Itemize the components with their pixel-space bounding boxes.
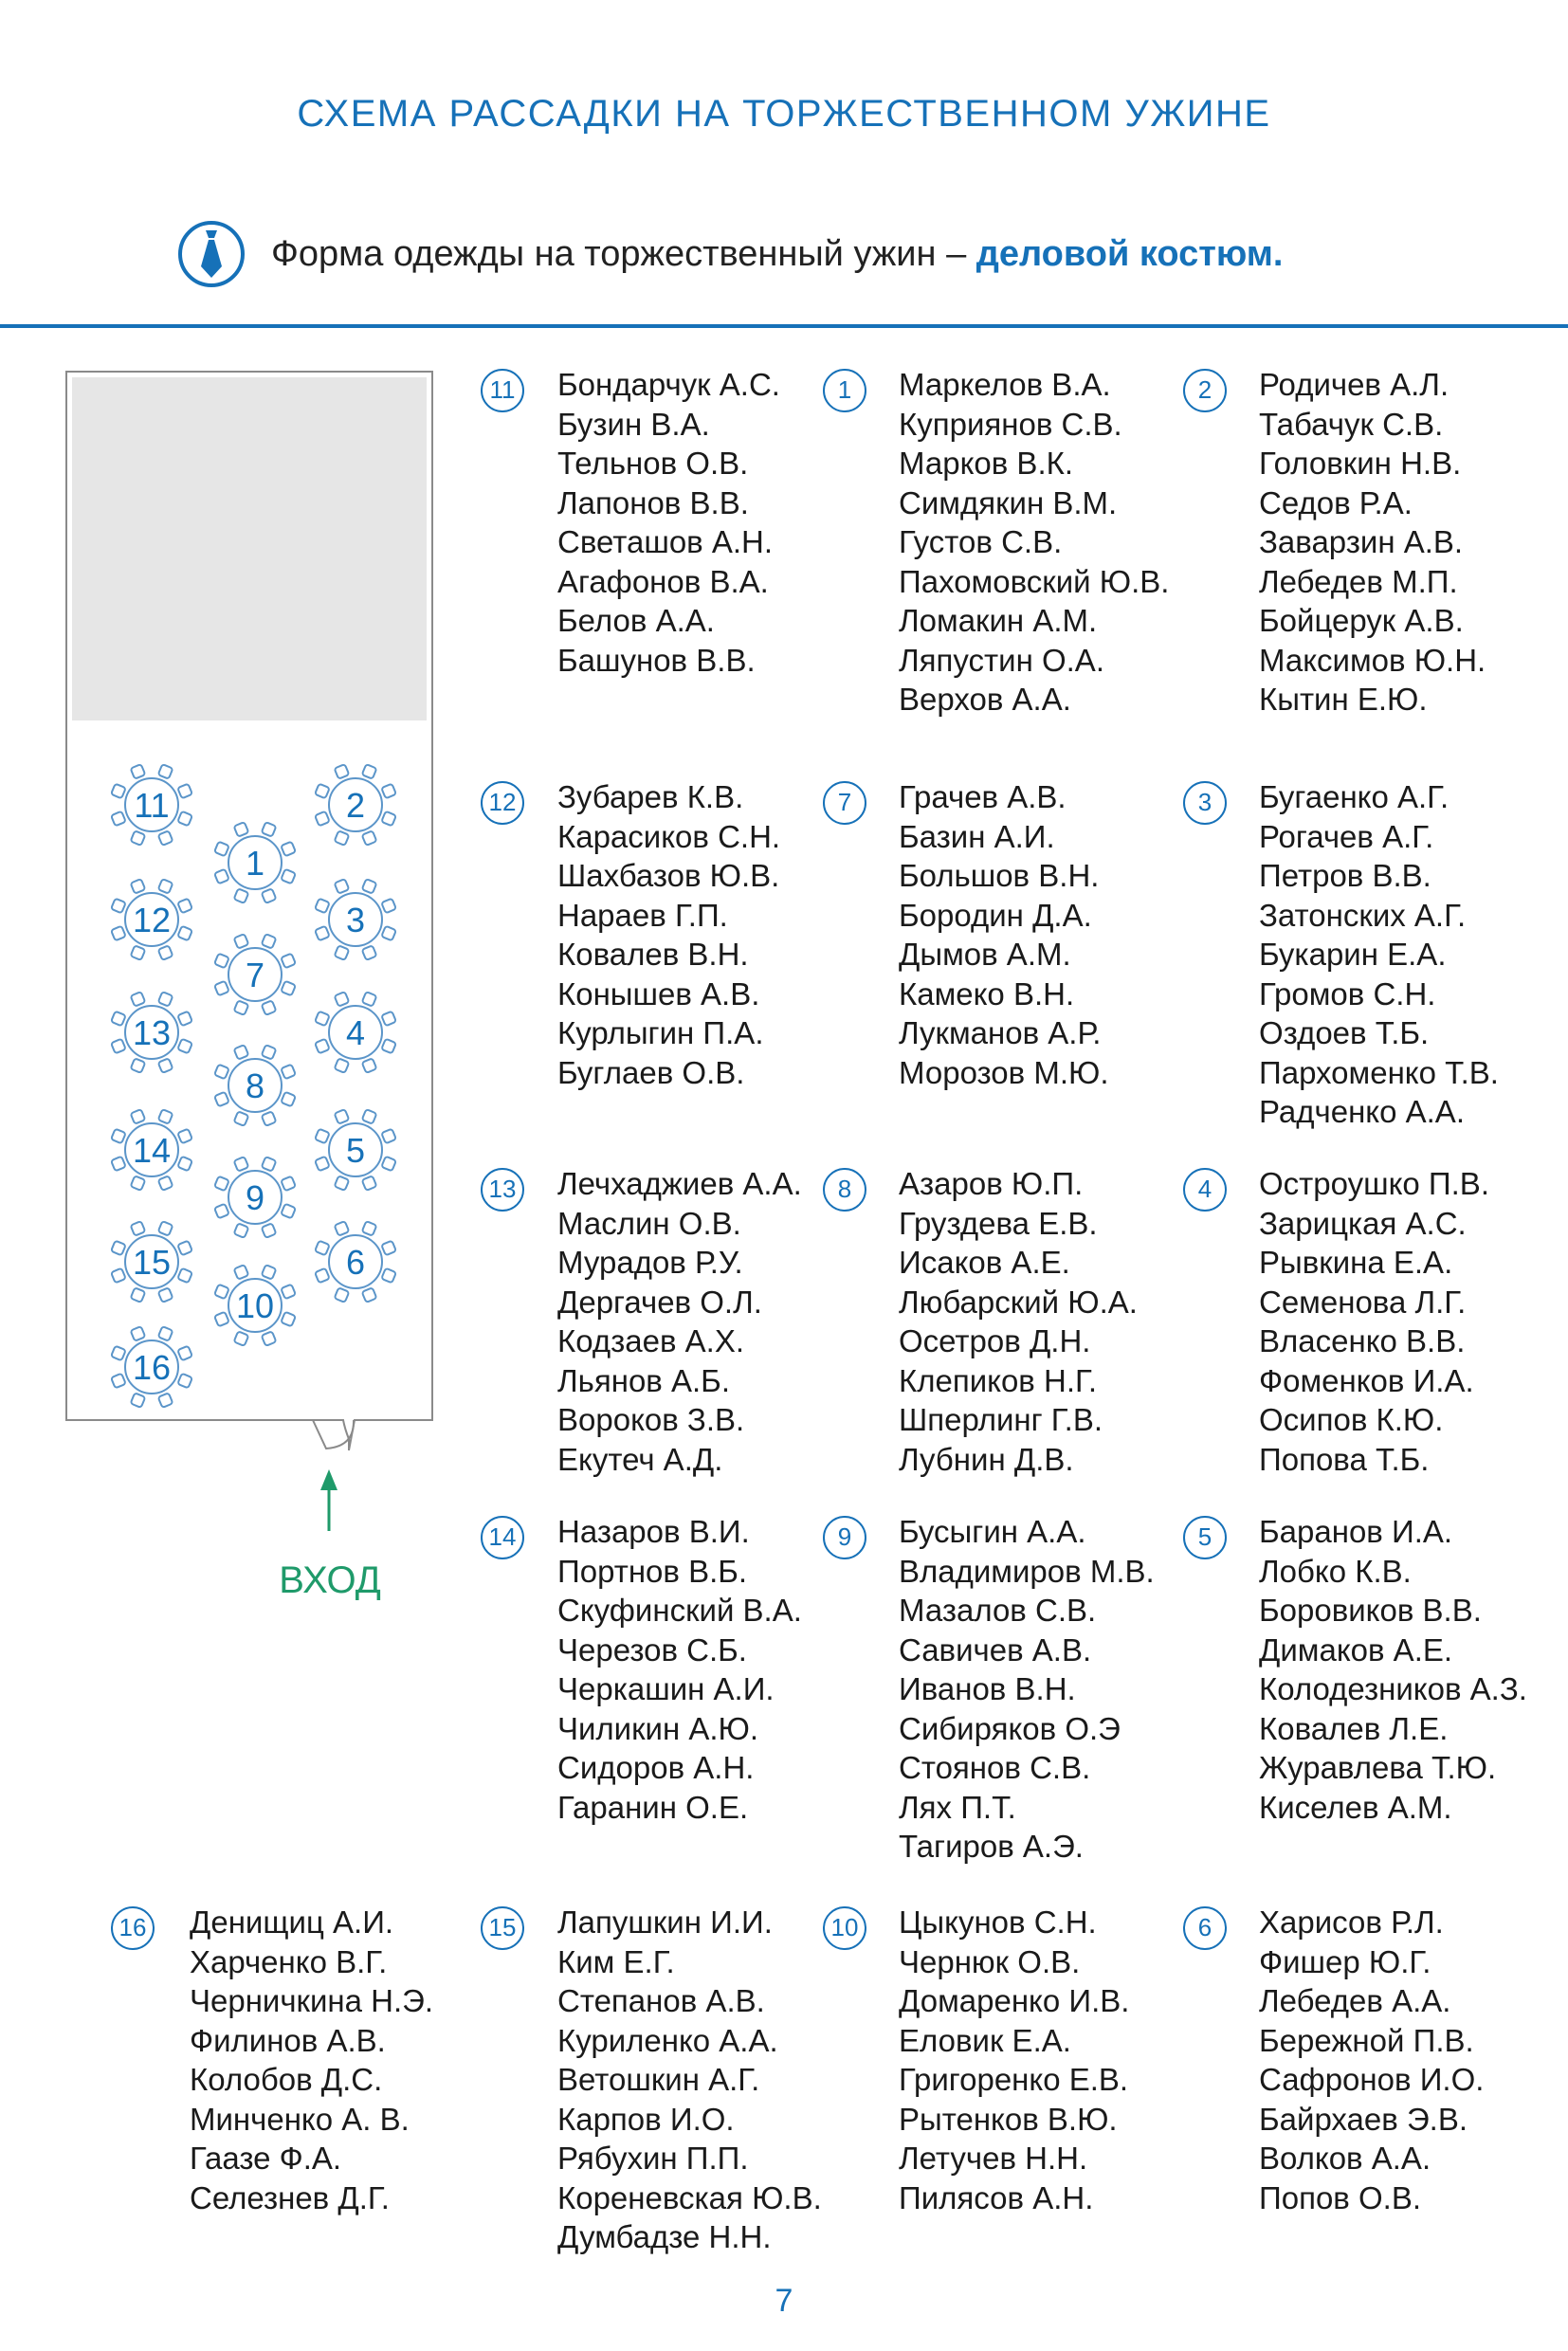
guest-name: Пахомовский Ю.В.	[899, 563, 1170, 599]
guest-name: Зарицкая А.С.	[1259, 1205, 1467, 1241]
guest-name: Черничкина Н.Э.	[190, 1983, 434, 2018]
table-number: 8	[245, 1066, 265, 1105]
hall-plan	[64, 370, 444, 1626]
guest-list-table-16	[190, 1903, 433, 2217]
table-badge-14: 14	[481, 1516, 524, 1559]
guest-name: Денищиц А.И.	[190, 1904, 394, 1940]
guest-name: Дергачев О.Л.	[557, 1284, 762, 1320]
guest-list-table-15	[557, 1903, 822, 2257]
guest-name: Думбадзе Н.Н.	[557, 2219, 772, 2254]
guest-name: Лубнин Д.В.	[899, 1441, 1074, 1477]
guest-name: Рытенков В.Ю.	[899, 2101, 1118, 2137]
guest-name: Ковалев В.Н.	[557, 937, 749, 972]
guest-list-table-5	[1259, 1512, 1527, 1827]
table-number: 13	[132, 1013, 172, 1052]
dress-code-text	[271, 234, 1283, 275]
guest-name: Любарский Ю.А.	[899, 1284, 1138, 1320]
table-number: 14	[132, 1131, 172, 1170]
guest-name: Рябухин П.П.	[557, 2141, 749, 2176]
guest-name: Лапушкин И.И.	[557, 1904, 773, 1940]
guest-name: Еловик Е.А.	[899, 2022, 1071, 2058]
guest-name: Пилясов А.Н.	[899, 2179, 1094, 2215]
guest-name: Остроушко П.В.	[1259, 1166, 1489, 1201]
guest-name: Фоменков И.А.	[1259, 1362, 1474, 1398]
guest-name: Журавлева Т.Ю.	[1259, 1750, 1497, 1785]
guest-name: Заварзин А.В.	[1259, 524, 1464, 559]
guest-name: Иванов В.Н.	[899, 1671, 1076, 1706]
guest-list-table-3	[1259, 777, 1499, 1132]
table-badge-4: 4	[1183, 1168, 1227, 1212]
guest-name: Екутеч А.Д.	[557, 1441, 723, 1477]
guest-list-table-2	[1259, 365, 1486, 720]
table-badge-13: 13	[481, 1168, 524, 1212]
guest-name: Киселев А.М.	[1259, 1789, 1452, 1825]
guest-name: Волков А.А.	[1259, 2141, 1431, 2176]
guest-list-table-11	[557, 365, 780, 680]
table-number: 12	[132, 901, 172, 939]
guest-name: Грачев А.В.	[899, 779, 1067, 814]
guest-name: Фишер Ю.Г.	[1259, 1943, 1431, 1979]
guest-name: Бородин Д.А.	[899, 897, 1092, 933]
table-badge-10: 10	[823, 1906, 866, 1950]
guest-name: Маслин О.В.	[557, 1205, 741, 1241]
guest-name: Нараев Г.П.	[557, 897, 728, 933]
guest-name: Мурадов Р.У.	[557, 1245, 743, 1280]
guest-name: Бугаенко А.Г.	[1259, 779, 1449, 814]
guest-name: Тагиров А.Э.	[899, 1829, 1084, 1864]
table-number: 11	[134, 786, 170, 825]
guest-name: Кореневская Ю.В.	[557, 2179, 822, 2215]
table-badge-3: 3	[1183, 781, 1227, 825]
guest-name: Лебедев А.А.	[1259, 1983, 1451, 2018]
guest-name: Кытин Е.Ю.	[1259, 682, 1428, 717]
guest-name: Назаров В.И.	[557, 1514, 750, 1549]
guest-name: Ковалев Л.Е.	[1259, 1710, 1449, 1746]
guest-name: Цыкунов С.Н.	[899, 1904, 1097, 1940]
table-badge-5: 5	[1183, 1516, 1227, 1559]
guest-name: Дымов А.М.	[899, 937, 1071, 972]
guest-name: Клепиков Н.Г.	[899, 1362, 1098, 1398]
guest-name: Ломакин А.М.	[899, 603, 1098, 638]
guest-name: Колодезников А.З.	[1259, 1671, 1527, 1706]
guest-name: Сибиряков О.Э	[899, 1710, 1121, 1746]
guest-name: Густов С.В.	[899, 524, 1063, 559]
guest-name: Попов О.В.	[1259, 2179, 1422, 2215]
table-badge-12: 12	[481, 781, 524, 825]
guest-name: Черезов С.Б.	[557, 1631, 747, 1668]
guest-name: Карпов И.О.	[557, 2101, 735, 2137]
guest-name: Седов Р.А.	[1259, 484, 1413, 520]
guest-name: Сафронов И.О.	[1259, 2062, 1485, 2097]
guest-name: Лях П.Т.	[899, 1789, 1016, 1825]
guest-name: Степанов А.В.	[557, 1983, 765, 2018]
guest-name: Попова Т.Б.	[1259, 1441, 1430, 1477]
guest-name: Исаков А.Е.	[899, 1245, 1070, 1280]
guest-name: Куриленко А.А.	[557, 2022, 778, 2058]
guest-name: Камеко В.Н.	[899, 975, 1075, 1011]
guest-name: Власенко В.В.	[1259, 1323, 1466, 1358]
guest-name: Морозов М.Ю.	[899, 1054, 1109, 1090]
table-badge-15: 15	[481, 1906, 524, 1950]
guest-name: Филинов А.В.	[190, 2022, 386, 2058]
table-number: 6	[345, 1243, 366, 1282]
dress-code-label: Форма одежды на торжественный ужин –	[271, 233, 967, 274]
guest-name: Домаренко И.В.	[899, 1983, 1130, 2018]
guest-name: Харченко В.Г.	[190, 1943, 388, 1979]
guest-name: Букарин Е.А.	[1259, 937, 1447, 972]
guest-name: Ким Е.Г.	[557, 1943, 675, 1979]
guest-name: Григоренко Е.В.	[899, 2062, 1129, 2097]
guest-name: Осетров Д.Н.	[899, 1323, 1091, 1358]
table-badge-2: 2	[1183, 369, 1227, 412]
guest-name: Боровиков В.В.	[1259, 1593, 1482, 1628]
guest-name: Шперлинг Г.В.	[899, 1402, 1103, 1437]
guest-name: Лечхаджиев А.А.	[557, 1166, 802, 1201]
guest-name: Рогачев А.Г.	[1259, 818, 1434, 854]
guest-name: Байрхаев Э.В.	[1259, 2101, 1468, 2137]
table-badge-7: 7	[823, 781, 866, 825]
guest-list-table-10	[899, 1903, 1129, 2217]
guest-name: Чиликин А.Ю.	[557, 1710, 759, 1746]
guest-list-table-7	[899, 777, 1109, 1092]
guest-list-table-6	[1259, 1903, 1484, 2217]
guest-name: Мазалов С.В.	[899, 1593, 1097, 1628]
guest-name: Стоянов С.В.	[899, 1750, 1091, 1785]
table-number: 10	[235, 1286, 275, 1325]
guest-name: Оздоев Т.Б.	[1259, 1015, 1430, 1050]
table-number: 1	[245, 844, 265, 883]
guest-name: Семенова Л.Г.	[1259, 1284, 1467, 1320]
guest-name: Верхов А.А.	[899, 682, 1071, 717]
table-number: 2	[345, 786, 366, 825]
guest-name: Гаазе Ф.А.	[190, 2141, 342, 2176]
guest-name: Курлыгин П.А.	[557, 1015, 764, 1050]
page-number: 7	[775, 2283, 793, 2319]
guest-name: Бусыгин А.А.	[899, 1514, 1086, 1549]
table-number: 4	[345, 1013, 366, 1052]
guest-name: Куприянов С.В.	[899, 406, 1122, 442]
guest-list-table-12	[557, 777, 780, 1092]
guest-list-table-4	[1259, 1164, 1489, 1479]
guest-name: Минченко А. В.	[190, 2101, 410, 2137]
hall-plan-svg	[64, 370, 444, 1621]
table-badge-8: 8	[823, 1168, 866, 1212]
guest-name: Агафонов В.А.	[557, 563, 769, 599]
table-badge-16: 16	[111, 1906, 155, 1950]
guest-name: Марков В.К.	[899, 446, 1073, 481]
guest-list-table-13	[557, 1164, 802, 1479]
table-number: 15	[132, 1243, 172, 1282]
guest-name: Радченко А.А.	[1259, 1094, 1465, 1129]
guest-name: Кодзаев А.Х.	[557, 1323, 745, 1358]
guest-name: Буглаев О.В.	[557, 1054, 745, 1090]
guest-list-table-8	[899, 1164, 1138, 1479]
guest-name: Громов С.Н.	[1259, 975, 1436, 1011]
guest-list-table-9	[899, 1512, 1155, 1867]
guest-name: Лапонов В.В.	[557, 484, 749, 520]
entrance-arrow	[320, 1469, 337, 1531]
guest-name: Чернюк О.В.	[899, 1943, 1081, 1979]
guest-name: Азаров Ю.П.	[899, 1166, 1084, 1201]
guest-name: Головкин Н.В.	[1259, 446, 1462, 481]
guest-name: Льянов А.Б.	[557, 1362, 730, 1398]
guest-name: Табачук С.В.	[1259, 406, 1444, 442]
guest-name: Рывкина Е.А.	[1259, 1245, 1453, 1280]
header-divider	[0, 324, 1568, 328]
table-badge-9: 9	[823, 1516, 866, 1559]
table-number: 7	[245, 956, 265, 994]
guest-name: Пархоменко Т.В.	[1259, 1054, 1499, 1090]
dress-code	[178, 226, 1283, 282]
guest-name: Большов В.Н.	[899, 858, 1100, 893]
page-title: СХЕМА РАССАДКИ НА ТОРЖЕСТВЕННОМ УЖИНЕ	[297, 93, 1271, 135]
guest-name: Вороков З.В.	[557, 1402, 745, 1437]
guest-name: Карасиков С.Н.	[557, 818, 781, 854]
guest-name: Максимов Ю.Н.	[1259, 642, 1486, 678]
guest-name: Сидоров А.Н.	[557, 1750, 755, 1785]
guest-name: Петров В.В.	[1259, 858, 1431, 893]
guest-name: Летучев Н.Н.	[899, 2141, 1088, 2176]
guest-name: Савичев А.В.	[899, 1631, 1092, 1668]
table-badge-1: 1	[823, 369, 866, 412]
table-badge-6: 6	[1183, 1906, 1227, 1950]
guest-name: Шахбазов Ю.В.	[557, 858, 780, 893]
guest-name: Владимиров М.В.	[899, 1553, 1155, 1589]
guest-name: Башунов В.В.	[557, 642, 756, 678]
guest-name: Конышев А.В.	[557, 975, 760, 1011]
guest-name: Тельнов О.В.	[557, 446, 749, 481]
guest-name: Бережной П.В.	[1259, 2022, 1474, 2058]
guest-name: Симдякин В.М.	[899, 484, 1118, 520]
guest-name: Маркелов В.А.	[899, 367, 1111, 402]
guest-name: Родичев А.Л.	[1259, 367, 1449, 402]
guest-name: Базин А.И.	[899, 818, 1055, 854]
guest-name: Портнов В.Б.	[557, 1553, 748, 1589]
table-number: 16	[132, 1348, 172, 1387]
guest-name: Груздева Е.В.	[899, 1205, 1098, 1241]
guest-name: Колобов Д.С.	[190, 2062, 383, 2097]
dress-code-value: деловой костюм.	[975, 233, 1284, 274]
guest-name: Белов А.А.	[557, 603, 715, 638]
guest-name: Черкашин А.И.	[557, 1671, 775, 1706]
guest-name: Светашов А.Н.	[557, 524, 774, 559]
entrance-label: ВХОД	[279, 1559, 381, 1601]
guest-name: Бондарчук А.С.	[557, 367, 780, 402]
guest-name: Селезнев Д.Г.	[190, 2179, 390, 2215]
guest-name: Харисов Р.Л.	[1259, 1904, 1444, 1940]
stage-area	[72, 377, 427, 720]
guest-list-table-14	[557, 1512, 802, 1827]
guest-name: Ветошкин А.Г.	[557, 2062, 760, 2097]
guest-name: Лебедев М.П.	[1259, 563, 1458, 599]
guest-name: Бойцерук А.В.	[1259, 603, 1464, 638]
guest-name: Скуфинский В.А.	[557, 1593, 802, 1628]
guest-name: Гаранин О.Е.	[557, 1789, 749, 1825]
table-number: 9	[245, 1178, 265, 1217]
guest-name: Бузин В.А.	[557, 406, 710, 442]
guest-list-table-1	[899, 365, 1169, 720]
guest-name: Зубарев К.В.	[557, 779, 744, 814]
guest-name: Лобко К.В.	[1259, 1553, 1412, 1589]
guest-name: Затонских А.Г.	[1259, 897, 1467, 933]
guest-name: Баранов И.А.	[1259, 1514, 1453, 1549]
table-badge-11: 11	[481, 369, 524, 412]
guest-name: Ляпустин О.А.	[899, 642, 1104, 678]
guest-name: Осипов К.Ю.	[1259, 1402, 1444, 1437]
table-number: 3	[345, 901, 366, 939]
guest-name: Лукманов А.Р.	[899, 1015, 1102, 1050]
guest-name: Димаков А.Е.	[1259, 1631, 1453, 1668]
tie-icon	[178, 221, 245, 287]
table-number: 5	[345, 1131, 366, 1170]
